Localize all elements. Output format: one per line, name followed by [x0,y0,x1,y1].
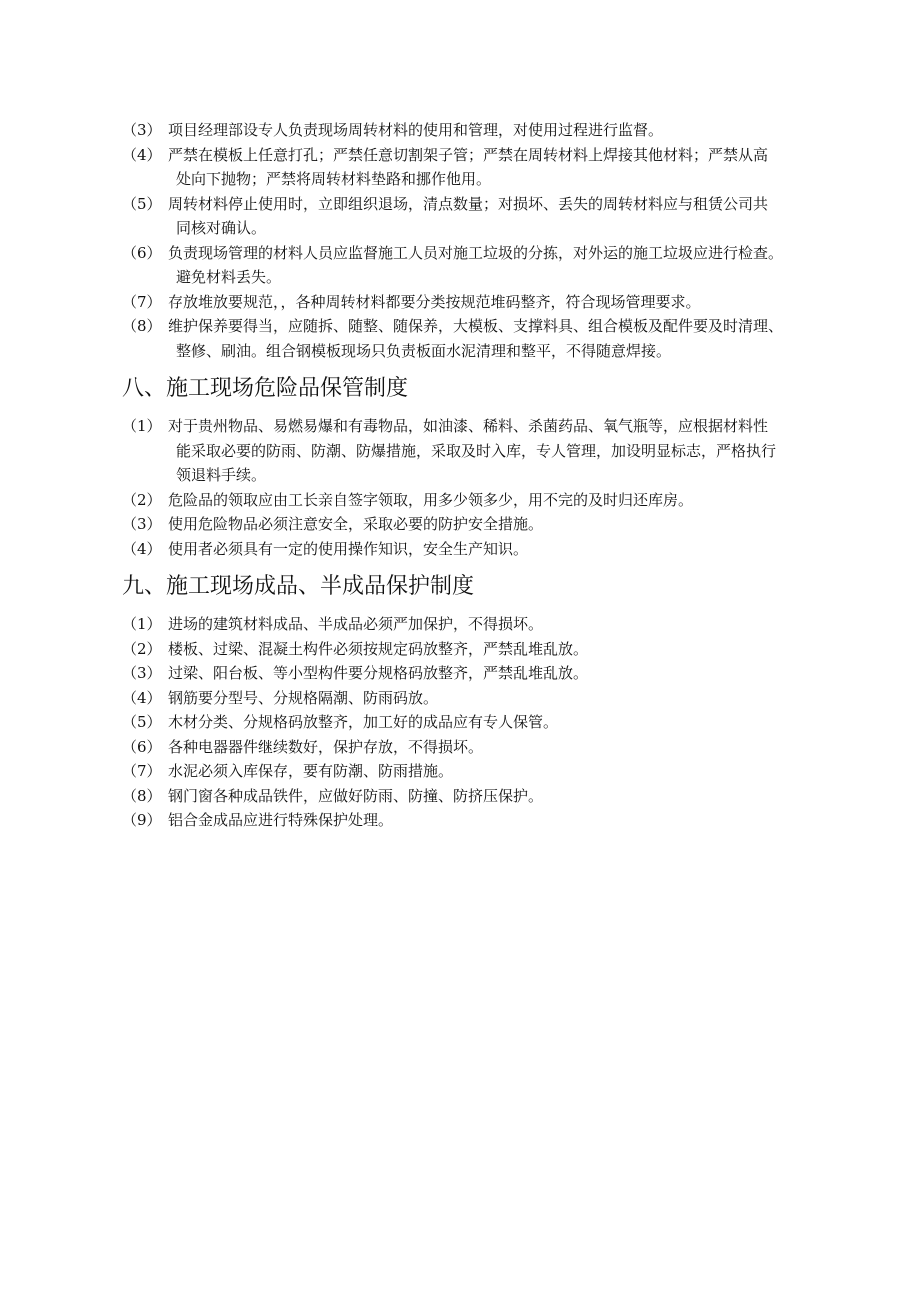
item-text [168,735,862,760]
item-text [168,710,862,735]
item-text [168,118,862,143]
item-number: （1） [122,615,162,633]
item-text [168,612,862,637]
item-text-line: 整修、刷油。组合钢模板现场只负责板面水泥清理和整平，不得随意焊接。 [176,341,672,360]
item-text-line: 危险品的领取应由工长亲自签字领取，用多少领多少，用不完的及时归还库房。 [168,490,694,509]
list-item [122,686,862,711]
document-body [122,118,862,833]
item-text-line: 负责现场管理的材料人员应监督施工人员对施工垃圾的分拣，对外运的施工垃圾应进行检查。 [168,243,784,262]
item-text [168,686,862,711]
list-item [122,314,862,363]
list-item [122,488,862,513]
list-item [122,637,862,662]
list-item [122,414,862,488]
item-text-line: 木材分类、分规格码放整齐，加工好的成品应有专人保管。 [168,713,559,731]
item-text [168,143,862,192]
item-text [168,290,862,315]
list-item [122,759,862,784]
section-7-list [122,118,862,363]
item-text-line: 周转材料停止使用时，立即组织退场，清点数量；对损坏、丢失的周转材料应与租赁公司共 [168,194,769,213]
list-item [122,537,862,562]
item-number: （7） [122,762,162,780]
item-text [168,537,862,562]
item-text-line: 水泥必须入库保存，要有防潮、防雨措施。 [168,762,454,780]
item-number: （4） [122,539,162,558]
item-number: （3） [122,664,162,682]
item-text [168,512,862,537]
list-item [122,784,862,809]
item-number: （1） [122,417,162,435]
item-number: （4） [122,688,162,707]
item-text-line: 存放堆放要规范，，各种周转材料都要分类按规范堆码整齐，符合现场管理要求。 [168,292,701,311]
item-text [168,192,862,241]
item-text-line: 使用者必须具有一定的使用操作知识，安全生产知识。 [168,539,529,558]
item-number: （6） [122,243,162,262]
list-item [122,118,862,143]
item-number: （8） [122,317,162,335]
item-number: （9） [122,811,162,829]
item-text [168,314,862,363]
item-text [168,414,862,488]
list-item [122,143,862,192]
item-text [168,759,862,784]
item-text-line: 各种电器器件继续数好，保护存放，不得损坏。 [168,737,484,756]
item-number: （5） [122,713,162,731]
list-item [122,735,862,760]
item-text-line: 能采取必要的防雨、防潮、防爆措施，采取及时入库，专人管理，加设明显标志，严格执行 [176,441,777,460]
list-item [122,661,862,686]
item-text-line: 楼板、过梁、混凝土构件必须按规定码放整齐，严禁乱堆乱放。 [168,639,589,658]
item-text [168,784,862,809]
item-text-line: 钢筋要分型号、分规格隔潮、防雨码放。 [168,688,439,707]
item-text [168,661,862,686]
section-9-heading: 九、施工现场成品、半成品保护制度 [122,574,475,599]
list-item [122,241,862,290]
item-text [168,808,862,833]
item-number: （4） [122,145,162,164]
item-text-line: 同核对确认。 [176,219,267,237]
item-number: （6） [122,737,162,756]
item-number: （7） [122,292,162,311]
list-item [122,808,862,833]
item-text [168,488,862,513]
list-item [122,710,862,735]
item-number: （3） [122,515,162,533]
item-text-line: 严禁在模板上任意打孔；严禁任意切割架子管；严禁在周转材料上焊接其他材料；严禁从高 [168,145,769,164]
item-text-line: 使用危险物品必须注意安全，采取必要的防护安全措施。 [168,515,544,533]
list-item [122,512,862,537]
list-item [122,612,862,637]
item-text-line: 避免材料丢失。 [176,268,282,286]
item-text-line: 铝合金成品应进行特殊保护处理。 [168,811,394,829]
item-text-line: 维护保养要得当，应随拆、随整、随保养，大模板、支撑料具、组合模板及配件要及时清理、 [168,317,784,335]
item-number: （2） [122,490,162,509]
section-8-heading: 八、施工现场危险品保管制度 [122,376,409,401]
item-text [168,241,862,290]
item-text-line: 钢门窗各种成品铁件，应做好防雨、防撞、防挤压保护。 [168,786,544,805]
item-text-line: 领退料手续。 [176,466,267,484]
item-text-line: 处向下抛物；严禁将周转材料垫路和挪作他用。 [176,170,492,188]
section-9-list [122,612,862,833]
item-number: （5） [122,194,162,213]
item-text [168,637,862,662]
item-number: （8） [122,786,162,805]
item-number: （2） [122,639,162,658]
item-text-line: 进场的建筑材料成品、半成品必须严加保护，不得损坏。 [168,615,544,633]
list-item [122,290,862,315]
item-number: （3） [122,121,162,139]
item-text-line: 对于贵州物品、易燃易爆和有毒物品，如油漆、稀料、杀菌药品、氧气瓶等，应根据材料性 [168,417,769,435]
item-text-line: 项目经理部设专人负责现场周转材料的使用和管理，对使用过程进行监督。 [168,121,664,139]
section-8-list [122,414,862,561]
item-text-line: 过梁、阳台板、等小型构件要分规格码放整齐，严禁乱堆乱放。 [168,664,589,682]
list-item [122,192,862,241]
